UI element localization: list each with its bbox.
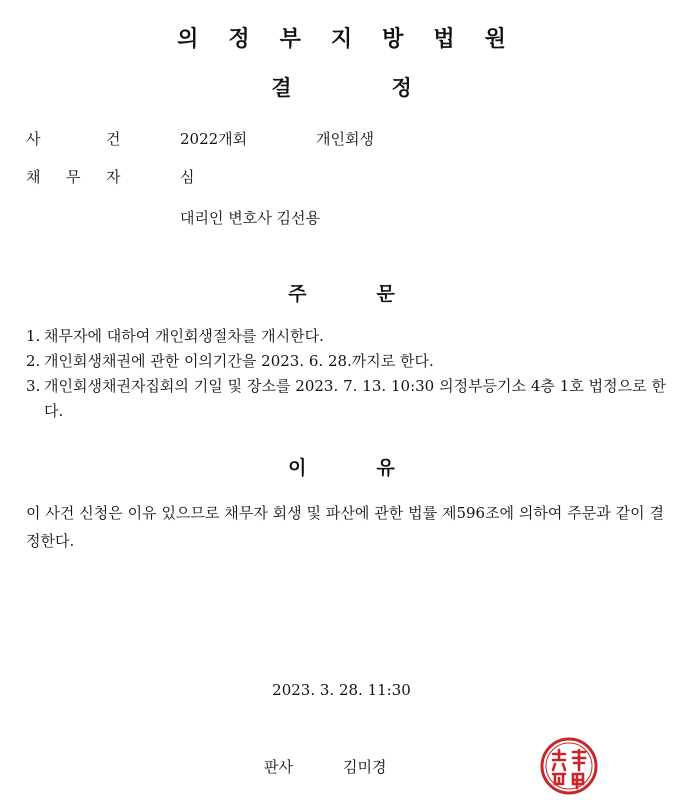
order-item — [26, 374, 666, 424]
case-number: 2022개회 — [180, 130, 248, 148]
order-item-text: 개인회생채권에 관한 이의기간을 2023. 6. 28.까지로 한다. — [44, 352, 434, 370]
order-item-number: 2. — [26, 352, 41, 370]
judge-seal-icon — [539, 736, 599, 796]
debtor-label-char-2: 무 — [66, 168, 81, 186]
reason-text: 이 사건 신청은 이유 있으므로 채무자 회생 및 파산에 관한 법률 제596조에 의하여 주문과 같이 결정한다. — [26, 504, 664, 550]
debtor-label-char-1: 채 — [26, 168, 41, 186]
order-item-text: 개인회생채권자집회의 기일 및 장소를 2023. 7. 13. 10:30 의정부등기소 4층 1호 법정으로 한다. — [44, 377, 666, 420]
case-label-char-2: 건 — [106, 130, 121, 148]
debtor-representative: 대리인 변호사 김선용 — [180, 209, 320, 227]
order-list — [26, 324, 666, 424]
order-heading: 주문 — [288, 283, 465, 305]
reason-heading: 이유 — [288, 457, 465, 479]
judge-name: 김미경 — [343, 758, 387, 776]
case-label-char-1: 사 — [26, 130, 41, 148]
debtor-name: 심 — [180, 168, 195, 186]
order-item-number: 1. — [26, 327, 41, 345]
case-type: 개인회생 — [316, 130, 374, 148]
judge-label: 판사 — [264, 758, 293, 776]
order-item — [26, 349, 666, 374]
order-item — [26, 324, 666, 349]
decision-date: 2023. 3. 28. 11:30 — [272, 681, 411, 699]
order-item-text: 채무자에 대하여 개인회생절차를 개시한다. — [44, 327, 324, 345]
order-item-number: 3. — [26, 377, 41, 395]
court-name: 의정부지방법원 — [177, 27, 536, 52]
document-title: 결정 — [271, 76, 512, 100]
debtor-label-char-3: 자 — [106, 168, 121, 186]
